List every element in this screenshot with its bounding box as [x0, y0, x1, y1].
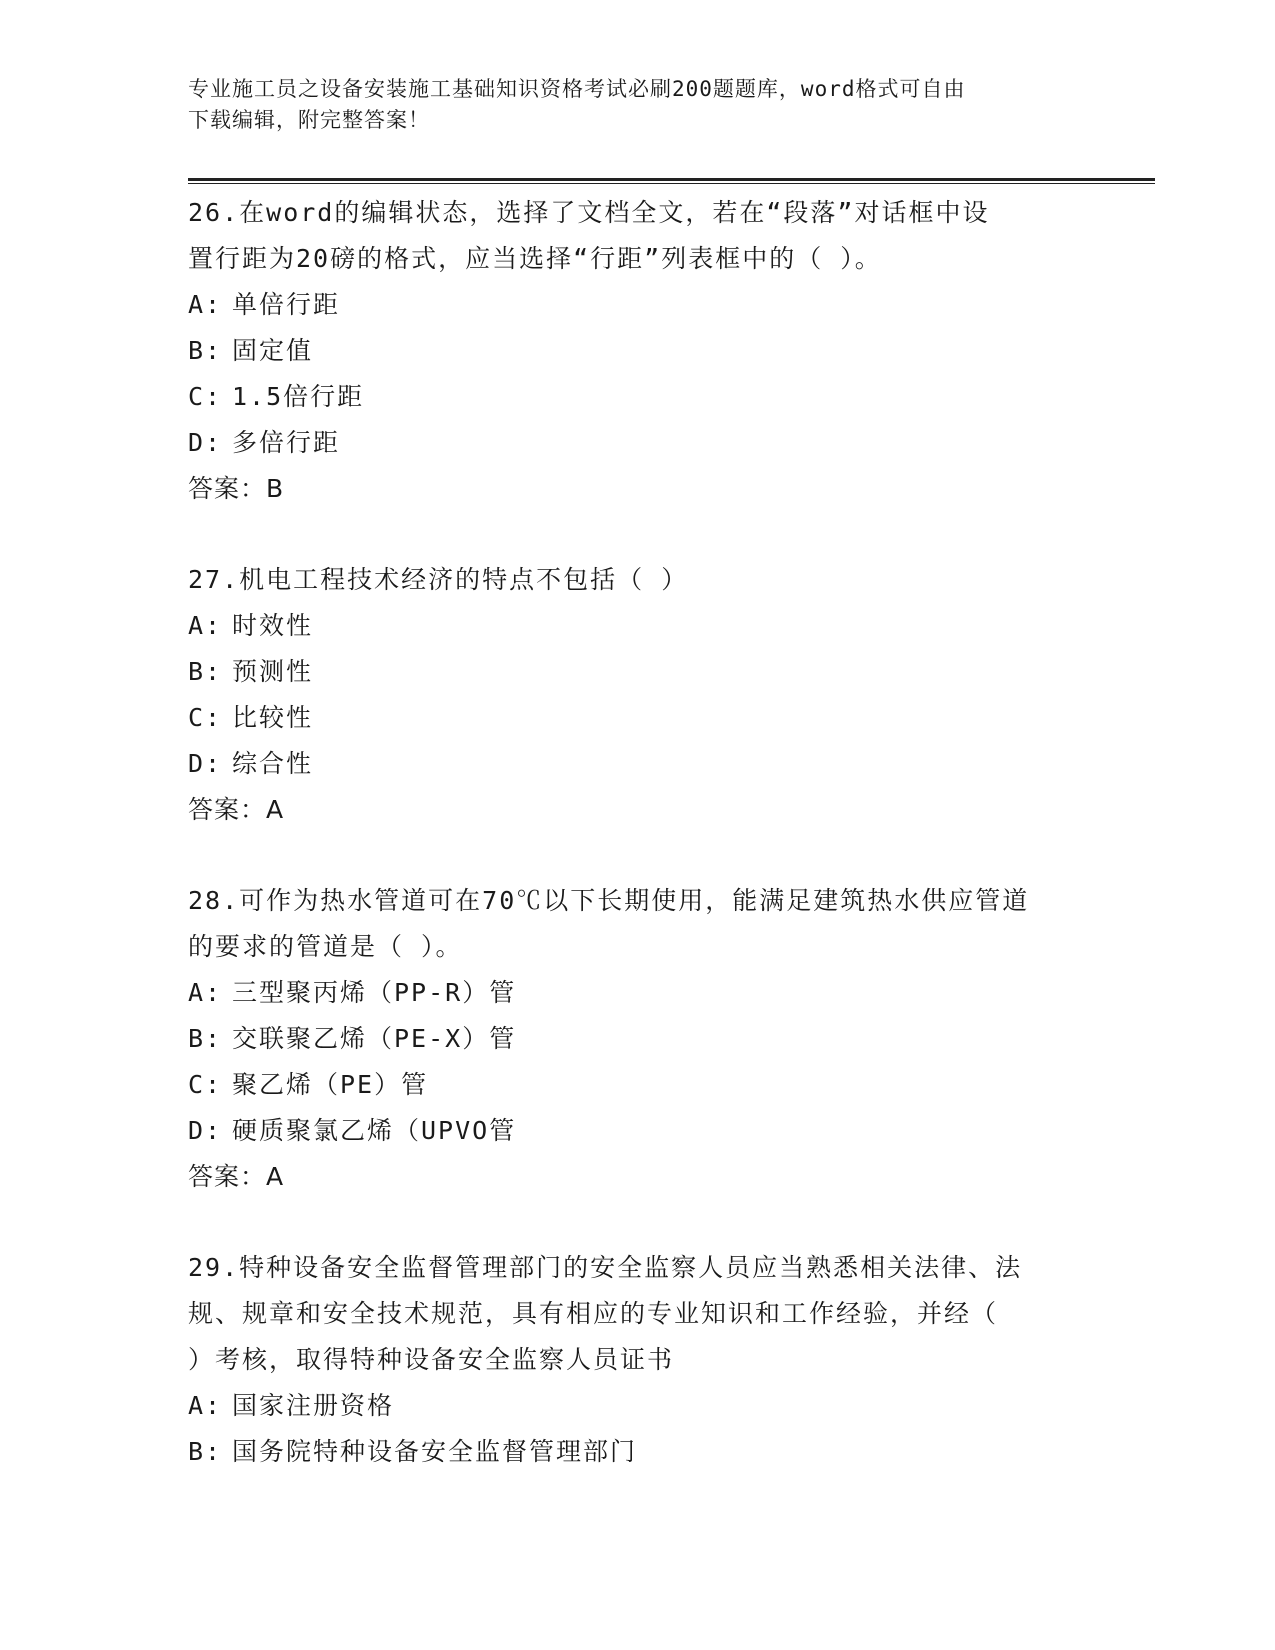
option-a	[188, 603, 1088, 649]
option-text: 时效性	[232, 611, 314, 640]
option-label: C:	[188, 703, 223, 732]
question-stem-line: 26.在word的编辑状态，选择了文档全文，若在“段落”对话框中设	[188, 198, 990, 227]
option-label: A:	[188, 290, 223, 319]
question-stem-line: 规、规章和安全技术规范，具有相应的专业知识和工作经验，并经（	[188, 1299, 999, 1328]
question-stem-line: 27.机电工程技术经济的特点不包括（ ）	[188, 565, 689, 594]
header-title-line-2: 下载编辑，附完整答案！	[188, 108, 430, 132]
option-c	[188, 695, 1088, 741]
question-26	[188, 190, 1088, 512]
option-text: 固定值	[232, 336, 314, 365]
question-stem-line: 的要求的管道是（ ）。	[188, 932, 463, 961]
option-b	[188, 649, 1088, 695]
option-label: A:	[188, 1391, 223, 1420]
option-d	[188, 741, 1088, 787]
option-label: D:	[188, 1116, 223, 1145]
option-a	[188, 1383, 1088, 1429]
question-stem-line: 29.特种设备安全监督管理部门的安全监察人员应当熟悉相关法律、法	[188, 1253, 1023, 1282]
option-b	[188, 1016, 1088, 1062]
option-text: 交联聚乙烯（PE-X）管	[232, 1024, 517, 1053]
answer-line: 答案：A	[188, 795, 285, 824]
option-label: B:	[188, 1437, 223, 1466]
option-d	[188, 1108, 1088, 1154]
option-text: 1.5倍行距	[232, 382, 365, 411]
header-divider-thick	[188, 178, 1155, 181]
option-d	[188, 420, 1088, 466]
question-list	[188, 190, 1088, 1475]
option-text: 聚乙烯（PE）管	[232, 1070, 429, 1099]
option-label: C:	[188, 382, 223, 411]
option-a	[188, 970, 1088, 1016]
option-text: 比较性	[232, 703, 314, 732]
question-27	[188, 557, 1088, 833]
option-label: A:	[188, 978, 223, 1007]
option-label: B:	[188, 336, 223, 365]
answer-line: 答案：B	[188, 474, 285, 503]
option-a	[188, 282, 1088, 328]
option-label: D:	[188, 428, 223, 457]
option-label: B:	[188, 657, 223, 686]
question-stem-line: 28.可作为热水管道可在70℃以下长期使用，能满足建筑热水供应管道	[188, 886, 1030, 915]
option-text: 单倍行距	[232, 290, 341, 319]
option-label: D:	[188, 749, 223, 778]
question-28	[188, 878, 1088, 1200]
option-text: 预测性	[232, 657, 314, 686]
option-label: C:	[188, 1070, 223, 1099]
document-header	[188, 74, 1068, 136]
option-text: 国家注册资格	[232, 1391, 395, 1420]
option-c	[188, 1062, 1088, 1108]
option-text: 多倍行距	[232, 428, 341, 457]
option-label: A:	[188, 611, 223, 640]
option-b	[188, 328, 1088, 374]
option-label: B:	[188, 1024, 223, 1053]
question-29	[188, 1245, 1088, 1475]
option-text: 硬质聚氯乙烯（UPVO管	[232, 1116, 517, 1145]
header-title-line-1: 专业施工员之设备安装施工基础知识资格考试必刷200题题库，word格式可自由	[188, 77, 966, 101]
question-stem-line: ）考核，取得特种设备安全监察人员证书	[188, 1345, 675, 1374]
question-stem-line: 置行距为20磅的格式，应当选择“行距”列表框中的（ ）。	[188, 244, 882, 273]
answer-line: 答案：A	[188, 1162, 285, 1191]
option-b	[188, 1429, 1088, 1475]
option-text: 综合性	[232, 749, 314, 778]
option-c	[188, 374, 1088, 420]
option-text: 国务院特种设备安全监督管理部门	[232, 1437, 638, 1466]
option-text: 三型聚丙烯（PP-R）管	[232, 978, 517, 1007]
header-divider-thin	[188, 183, 1155, 184]
